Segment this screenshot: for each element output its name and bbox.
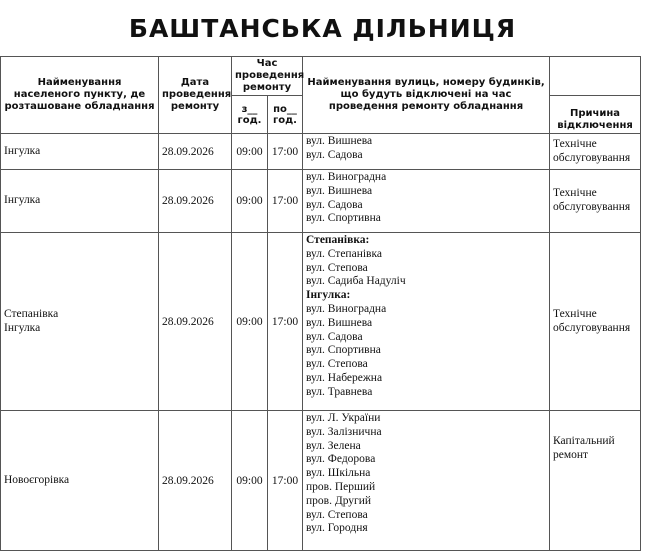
cell-to: 17:00 bbox=[268, 134, 303, 170]
cell-date: 28.09.2026 bbox=[159, 134, 232, 170]
street-line: вул. Степова bbox=[306, 261, 368, 274]
cell-settlement-line: Інгулка bbox=[4, 321, 41, 334]
street-line: вул. Зелена bbox=[306, 439, 361, 452]
street-line: вул. Травнева bbox=[306, 385, 373, 398]
street-line: вул. Л. України bbox=[306, 412, 381, 424]
cell-to: 17:00 bbox=[268, 411, 303, 551]
header-reason: Причина відключення bbox=[550, 96, 641, 134]
cell-reason bbox=[550, 134, 641, 170]
outage-schedule-table bbox=[0, 56, 641, 551]
header-empty bbox=[550, 57, 641, 96]
cell-settlement bbox=[1, 233, 159, 411]
table-row bbox=[1, 170, 641, 233]
street-line: вул. Шкільна bbox=[306, 467, 371, 480]
cell-settlement bbox=[1, 411, 159, 551]
street-line: пров. Перший bbox=[306, 480, 376, 493]
street-line: вул. Набережна bbox=[306, 371, 383, 384]
street-line: вул. Садиба Надуліч bbox=[306, 275, 406, 288]
cell-from: 09:00 bbox=[232, 170, 268, 233]
cell-reason-line: Технічне bbox=[553, 187, 597, 200]
cell-streets bbox=[303, 233, 550, 411]
street-line: вул. Степова bbox=[306, 508, 368, 521]
street-line: вул. Вишнева bbox=[306, 184, 373, 197]
header-from: з__ год. bbox=[232, 96, 268, 134]
cell-streets bbox=[303, 170, 550, 233]
cell-streets bbox=[303, 134, 550, 170]
cell-to: 17:00 bbox=[268, 233, 303, 411]
street-line: вул. Степанівка bbox=[306, 247, 382, 260]
header-to: по__ год. bbox=[268, 96, 303, 134]
street-line: вул. Федорова bbox=[306, 453, 376, 466]
cell-settlement-line: Степанівка bbox=[4, 307, 59, 320]
street-line: вул. Садова bbox=[306, 148, 363, 161]
street-line: вул. Залізнична bbox=[306, 425, 382, 438]
cell-reason bbox=[550, 233, 641, 411]
street-line: вул. Вишнева bbox=[306, 316, 373, 329]
cell-from: 09:00 bbox=[232, 233, 268, 411]
cell-reason bbox=[550, 411, 641, 551]
table-row bbox=[1, 411, 641, 551]
cell-date: 28.09.2026 bbox=[159, 411, 232, 551]
page-title: БАШТАНСЬКА ДІЛЬНИЦЯ bbox=[128, 14, 517, 43]
cell-reason-line: Технічне bbox=[553, 137, 597, 150]
cell-reason-line: ремонт bbox=[553, 448, 589, 461]
street-line: вул. Степова bbox=[306, 358, 368, 371]
cell-streets bbox=[303, 411, 550, 551]
cell-from: 09:00 bbox=[232, 134, 268, 170]
street-line: вул. Садова bbox=[306, 330, 363, 343]
cell-settlement bbox=[1, 134, 159, 170]
cell-settlement bbox=[1, 170, 159, 233]
cell-reason-line: обслуговування bbox=[553, 321, 631, 334]
street-line: вул. Вишнева bbox=[306, 135, 373, 147]
header-settlement: Найменування населеного пункту, де розташоване обладнання bbox=[1, 57, 159, 134]
street-line: Степанівка: bbox=[306, 234, 370, 246]
cell-date: 28.09.2026 bbox=[159, 233, 232, 411]
header-date: Дата проведення ремонту bbox=[159, 57, 232, 134]
street-line: вул. Спортивна bbox=[306, 212, 381, 225]
cell-reason bbox=[550, 170, 641, 233]
header-streets: Найменування вулиць, номеру будинків, що будуть відключені на час проведення ремонту обладнання bbox=[303, 57, 550, 134]
table-body bbox=[1, 134, 641, 551]
street-line: вул. Спортивна bbox=[306, 344, 381, 357]
street-line: вул. Городня bbox=[306, 522, 368, 535]
header-time: Час проведення ремонту bbox=[232, 57, 303, 96]
street-line: вул. Виноградна bbox=[306, 171, 387, 183]
cell-from: 09:00 bbox=[232, 411, 268, 551]
cell-to: 17:00 bbox=[268, 170, 303, 233]
cell-reason-line: обслуговування bbox=[553, 201, 631, 213]
cell-reason-line: Технічне bbox=[553, 307, 597, 320]
table-row bbox=[1, 134, 641, 170]
cell-settlement-line: Інгулка bbox=[4, 194, 41, 207]
street-line: вул. Садова bbox=[306, 198, 363, 211]
street-line: вул. Виноградна bbox=[306, 302, 387, 315]
cell-settlement-line: Новоєгорівка bbox=[4, 473, 70, 486]
cell-reason-line: обслуговування bbox=[553, 151, 631, 164]
cell-reason-line: Капітальний bbox=[553, 435, 615, 447]
table-row bbox=[1, 233, 641, 411]
cell-date: 28.09.2026 bbox=[159, 170, 232, 233]
street-line: Інгулка: bbox=[306, 289, 351, 302]
street-line: пров. Другий bbox=[306, 494, 372, 507]
cell-settlement-line: Інгулка bbox=[4, 144, 41, 157]
